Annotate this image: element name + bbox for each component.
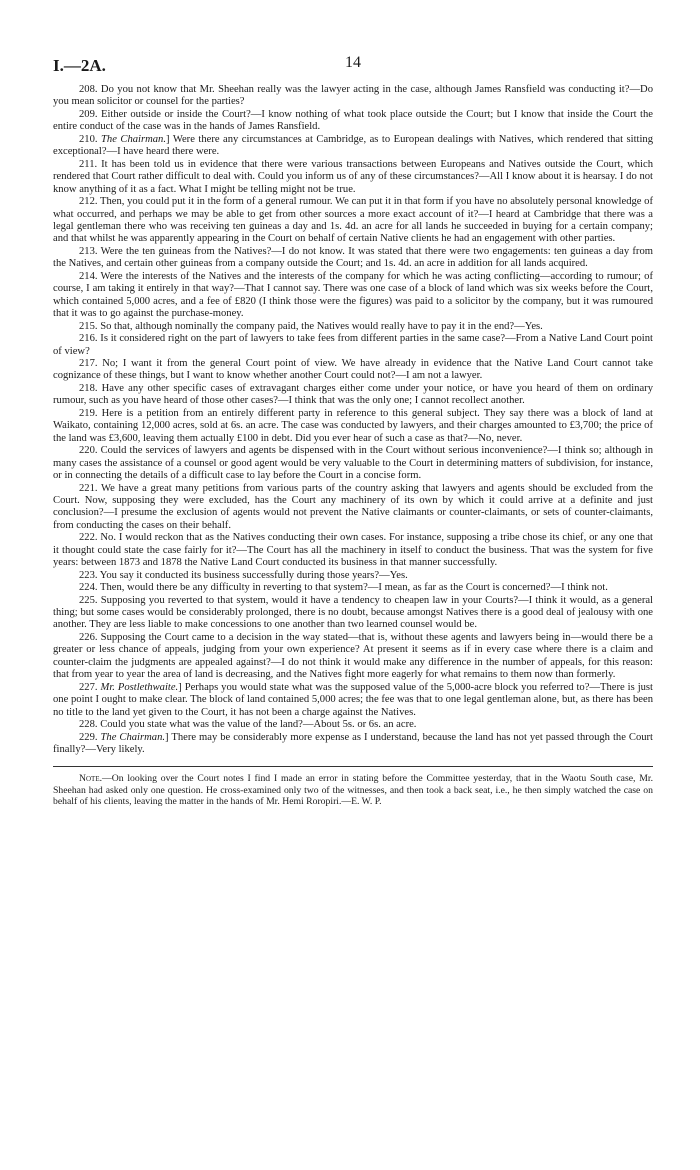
paragraph-text: 215. So that, although nominally the company paid, the Natives would really have to pay it in the end?—Yes. xyxy=(79,320,543,332)
paragraph-text: 228. Could you state what was the value of the land?—About 5s. or 6s. an acre. xyxy=(79,719,417,731)
paragraph-text: 218. Have any other specific cases of extravagant charges either come under your notice, or have you heard of them on ordinary rumour, such as you have heard of those other cases?—I think that was the only one; I cannot recollect another. xyxy=(53,382,653,407)
question-answer-paragraph xyxy=(53,632,653,682)
paragraph-text: ] Perhaps you would state what was the supposed value of the 5,000-acre block you referred to?—There is just one point I ought to make clear. The block of land contained 5,000 acres; the fee was that to one legal gentleman alone, but, as there has been no title to the land yet given to the Court, it has not been a charge against the Natives. xyxy=(53,681,653,718)
paragraph-text: 223. You say it conducted its business successfully during those years?—Yes. xyxy=(79,569,408,581)
paper-code: I.—2A. xyxy=(53,56,106,75)
paragraph-text: ] There may be considerably more expense as I understand, because the land has not yet passed through the Court finally?—Very likely. xyxy=(53,731,654,756)
paragraph-number: 229. xyxy=(79,731,101,743)
question-answer-paragraph xyxy=(53,682,653,719)
page-number: 14 xyxy=(345,54,361,71)
evidence-body xyxy=(53,84,653,756)
question-answer-paragraph xyxy=(53,483,653,533)
question-answer-paragraph xyxy=(53,445,653,482)
paragraph-text: 220. Could the services of lawyers and agents be dispensed with in the Court without serious inconvenience?—I think so; although in many cases the assistance of a counsel or good agent would be very valuable to the Court in determining matters of subdivision, for instance, or in connecting the details of a difficult case to lay before the Court in a concise form. xyxy=(53,445,653,482)
paragraph-text: 208. Do you not know that Mr. Sheehan really was the lawyer acting in the case, although James Ransfield was conducting it?—Do you mean solicitor or counsel for the parties? xyxy=(53,84,653,108)
paragraph-text: 224. Then, would there be any difficulty in reverting to that system?—I mean, as far as the Court is concerned?—I think not. xyxy=(79,582,608,594)
question-answer-paragraph xyxy=(53,109,653,134)
question-answer-paragraph xyxy=(53,732,653,757)
question-answer-paragraph xyxy=(53,271,653,321)
footnote xyxy=(53,773,653,807)
footnote-divider xyxy=(53,766,653,767)
question-answer-paragraph xyxy=(53,84,653,109)
paragraph-number: 210. xyxy=(79,133,102,145)
paragraph-text: 212. Then, you could put it in the form of a general rumour. We can put it in that form if you have no absolutely personal knowledge of what occurred, and perhaps we may be able to get from other sources a more exact account of it?—I heard at Cambridge that there was a legal gentleman there who was receiving ten guineas a day and 1s. 4d. an acre for all lands he succeeded in buying for a certain company; and that whilst he was apparently appearing in the Court on behalf of certain Native clients he had an engagement with other parties. xyxy=(53,196,653,245)
question-answer-paragraph xyxy=(53,719,653,731)
paragraph-text: 222. No. I would reckon that as the Natives conducting their own cases. For instance, supposing a tribe chose its chief, or any one that it thought could state the case fairly for it?—The Court has all the machinery in itself to conduct the business. That was the system for five years: between 1873 and 1878 the Native Land Court conducted its business in that manner successfully. xyxy=(53,532,653,569)
footnote-text: —On looking over the Court notes I find I made an error in stating before the Committee yesterday, that in the Waotu South case, Mr. Sheehan had asked only one question. He cross-examined only two of the witnesses, and then took a back seat, i.e., he then simply watched the case on behalf of his clients, leaving the matter in the hands of Mr. Hemi Roropiri.—E. W. P. xyxy=(53,773,653,807)
question-answer-paragraph xyxy=(53,333,653,358)
paragraph-text: ] Were there any circumstances at Cambridge, as to European dealings with Natives, which rendered that sitting exceptional?—I have heard there were. xyxy=(53,133,654,158)
speaker-name: Mr. Postlethwaite. xyxy=(100,681,179,693)
paragraph-text: 211. It has been told us in evidence that there were various transactions between Europeans and Natives outside the Court, which rendered that Court rather difficult to deal with. Could you inform us of any of these circumstances?—All I know about it is hearsay. I do not know anything of it as a fact. What I might be telling might not be true. xyxy=(53,158,653,195)
question-answer-paragraph xyxy=(53,383,653,408)
paragraph-text: 221. We have a great many petitions from various parts of the country asking that lawyers and agents should be excluded from the Court. Now, supposing they were excluded, has the Court any machinery of its own by which it could arrive at a definite and just conclusion?—I presume the exclusion of agents would not prevent the Native claimants or counter-claimants, or sets of counter-claimants, from conducting the cases on their behalf. xyxy=(53,482,653,531)
paragraph-text: 226. Supposing the Court came to a decision in the way stated—that is, without these agents and lawyers being in—would there be a greater or less chance of appeals, judging from your own experience? At present it seems as if in every case where there is a claim and counter-claim the judgments are appealed against?—I do not think it would make any difference in the number of appeals, for this reason: that from year to year the area of land is decreasing, and the Natives fight more eagerly for what remains to them now than formerly. xyxy=(53,631,653,681)
paragraph-number: 227. xyxy=(79,681,101,693)
footnote-label: Note. xyxy=(79,773,103,785)
question-answer-paragraph xyxy=(53,246,653,271)
paragraph-text: 214. Were the interests of the Natives and the interests of the company for which he was acting conflicting—according to rumour; of course, I am taking it entirely in that way?—That I cannot say. There was one case of a block of land which was six weeks before the Court, which contained 5,000 acres, and a fee of £820 (I think those were the figures) was paid to a solicitor by the company, but it was rumoured that it was to go against the purchase-money. xyxy=(53,270,653,320)
question-answer-paragraph xyxy=(53,358,653,383)
paragraph-text: 216. Is it considered right on the part of lawyers to take fees from different parties in the same case?—From a Native Land Court point of view? xyxy=(53,333,653,357)
question-answer-paragraph xyxy=(53,196,653,246)
page-header xyxy=(53,0,653,84)
speaker-name: The Chairman. xyxy=(100,731,166,743)
paragraph-text: 209. Either outside or inside the Court?—I know nothing of what took place outside the Court; but I know that inside the Court the entire conduct of the case was in the hands of James Ransfield. xyxy=(53,108,653,133)
question-answer-paragraph xyxy=(53,570,653,582)
paragraph-text: 219. Here is a petition from an entirely different party in reference to this general subject. They say there was a block of land at Waikato, containing 12,000 acres, sold at 6s. an acre. The case was conducted by lawyers, and their charges amounted to £3,700; the price of the land was £3,600, leaving them actually £100 in debt. Did you ever hear of such a case as that?—No, never. xyxy=(53,407,653,444)
question-answer-paragraph xyxy=(53,159,653,196)
paragraph-text: 213. Were the ten guineas from the Natives?—I do not know. It was stated that there were two engagements: ten guineas a day from the Natives, and certain other guineas from a company outside the Court; and 1s. 4d. an acre in addition for all lands acquired. xyxy=(53,245,653,270)
question-answer-paragraph xyxy=(53,408,653,445)
question-answer-paragraph xyxy=(53,582,653,594)
question-answer-paragraph xyxy=(53,532,653,569)
question-answer-paragraph xyxy=(53,321,653,333)
speaker-name: The Chairman. xyxy=(101,133,167,145)
paragraph-text: 217. No; I want it from the general Court point of view. We have already in evidence that the Native Land Court cannot take cognizance of these things, but I want to know whether another Court could not?—I am not a lawyer. xyxy=(53,357,653,382)
question-answer-paragraph xyxy=(53,595,653,632)
paragraph-text: 225. Supposing you reverted to that system, would it have a tendency to cheapen law in your Courts?—I think it would, as a general thing; but some cases would be considerably prolonged, there is no doubt, because amongst Natives there is a good deal of jealousy with one another. They are less liable to make concessions to one another than two learned counsel would be. xyxy=(53,594,653,631)
question-answer-paragraph xyxy=(53,134,653,159)
